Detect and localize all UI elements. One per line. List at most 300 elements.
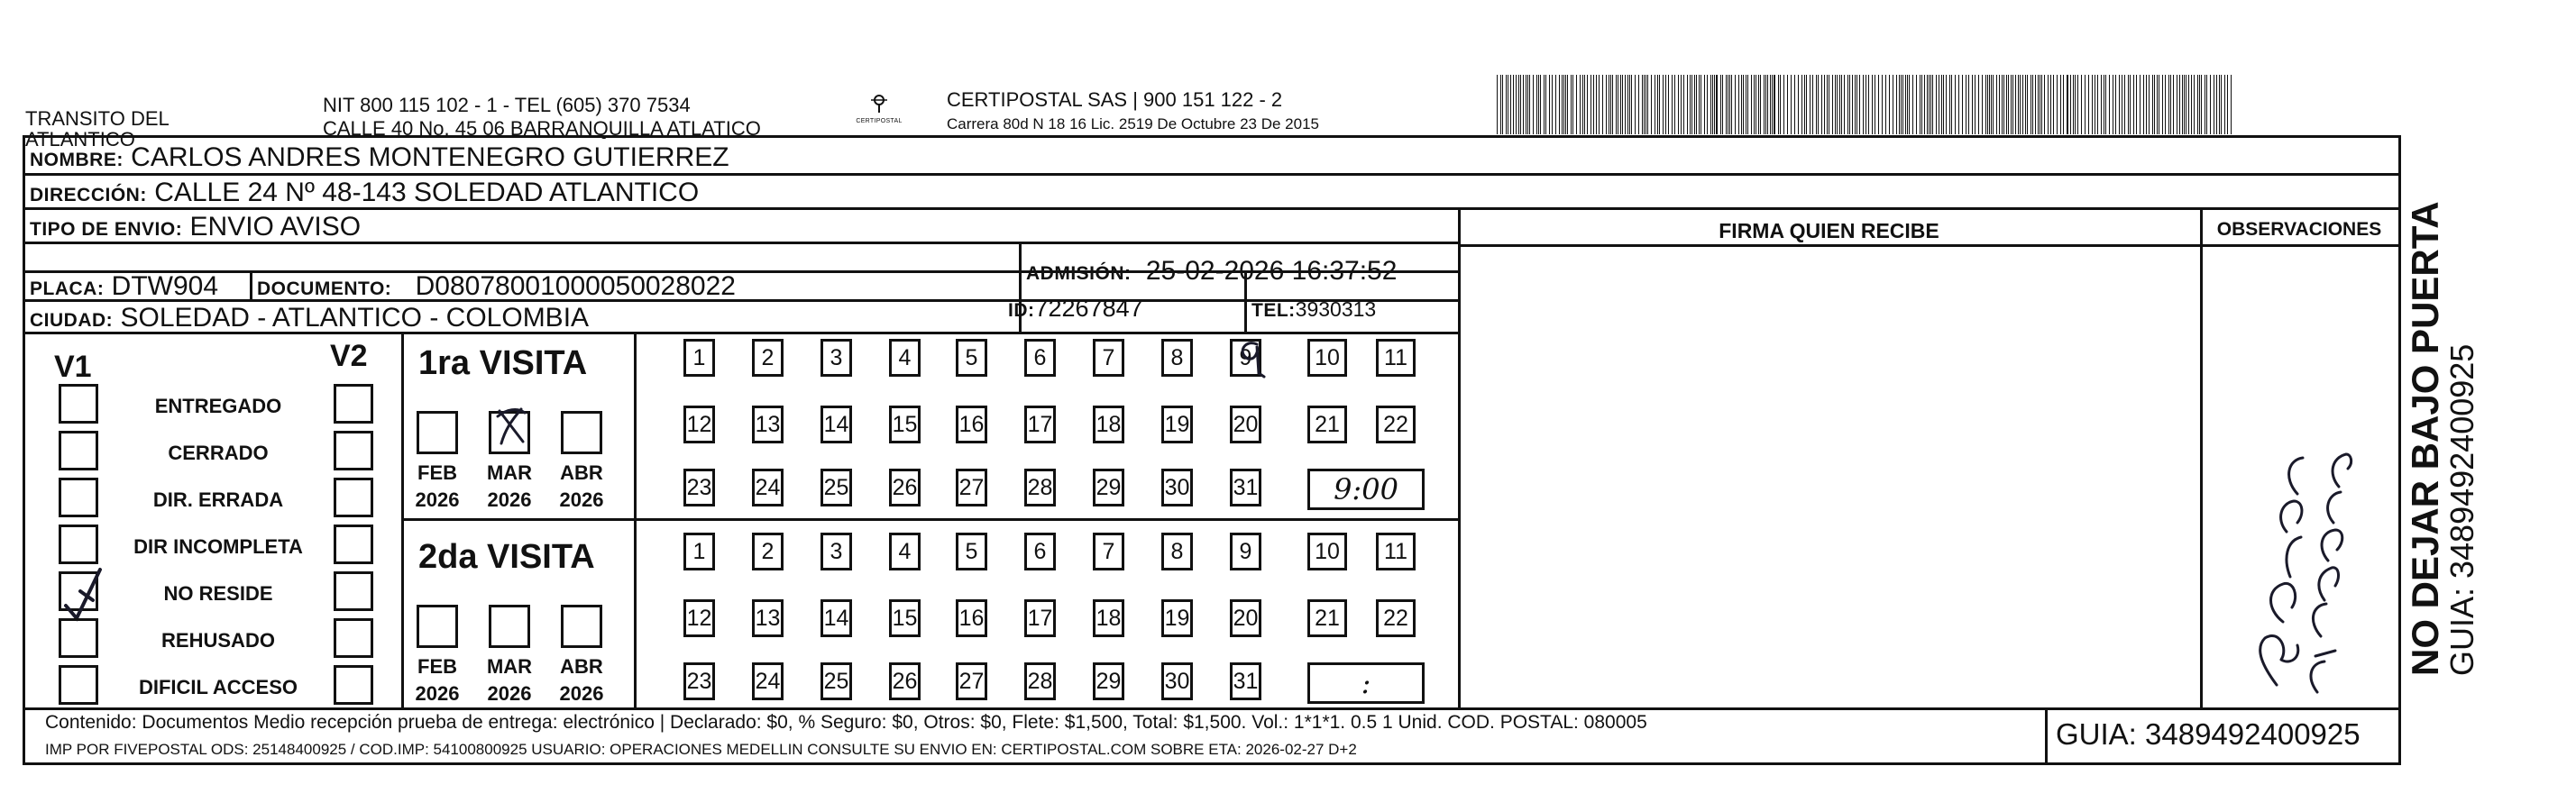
- v2-checkbox[interactable]: [334, 431, 373, 470]
- visit1-month-name: ABR: [560, 461, 603, 484]
- firma-label: FIRMA QUIEN RECIBE: [1719, 219, 1939, 242]
- id-label: ID:: [1008, 300, 1035, 321]
- org-nit: NIT 800 115 102 - 1 - TEL (605) 370 7534: [323, 94, 691, 116]
- barcode-bar: [2221, 75, 2222, 134]
- v2-checkbox[interactable]: [334, 665, 373, 705]
- frame-top: [23, 135, 2401, 138]
- visit2-day-box[interactable]: 20: [1230, 599, 1261, 637]
- barcode-bar: [1760, 75, 1761, 134]
- ciudad-label: CIUDAD:: [30, 310, 114, 331]
- barcode-bar: [1559, 75, 1560, 134]
- barcode-bar: [1635, 75, 1636, 134]
- barcode-bar: [2081, 75, 2082, 134]
- barcode-bar: [2035, 75, 2036, 134]
- barcode-bar: [2006, 75, 2007, 134]
- tipo-envio-label: TIPO DE ENVIO:: [30, 219, 183, 240]
- barcode-bar: [1772, 75, 1773, 134]
- barcode-bar: [2073, 75, 2074, 134]
- status-reason-label: DIR. ERRADA: [152, 488, 284, 511]
- visit1-month-year: 2026: [487, 488, 532, 511]
- visit2-month-box[interactable]: [561, 605, 602, 648]
- barcode-bar: [1798, 75, 1799, 134]
- barcode-bar: [1513, 75, 1514, 134]
- barcode-bar: [1659, 75, 1660, 134]
- col-line: [401, 332, 404, 709]
- visit2-day-box[interactable]: 26: [889, 662, 921, 700]
- barcode-bar: [2070, 75, 2071, 134]
- col-line: [250, 270, 252, 301]
- admision-label: ADMISIÓN:: [1026, 263, 1132, 284]
- barcode-bar: [1712, 75, 1713, 134]
- no-dejar-bajo-puerta: NO DEJAR BAJO PUERTA: [2404, 201, 2446, 676]
- barcode-bar: [2182, 75, 2183, 134]
- barcode-bar: [2115, 75, 2116, 134]
- barcode-bar: [1765, 75, 1766, 134]
- barcode-bar: [1587, 75, 1588, 134]
- barcode-bar: [1852, 75, 1853, 134]
- barcode-bar: [1787, 75, 1788, 134]
- barcode-bar: [2152, 75, 2153, 134]
- barcode-bar: [2165, 75, 2166, 134]
- visit2-day-box[interactable]: 24: [752, 662, 784, 700]
- barcode-bar: [1901, 75, 1902, 134]
- barcode-bar: [1726, 75, 1727, 134]
- barcode-bar: [2018, 75, 2019, 134]
- barcode-bar: [1681, 75, 1682, 134]
- barcode-bar: [1791, 75, 1792, 134]
- visit2-day-box[interactable]: 11: [1376, 533, 1416, 570]
- visit1-day-box[interactable]: 21: [1307, 406, 1347, 443]
- visit1-day-box[interactable]: 23: [683, 469, 715, 506]
- barcode-bar: [1506, 75, 1507, 134]
- v1-checkbox[interactable]: [59, 384, 98, 424]
- barcode-bar: [1835, 75, 1836, 134]
- barcode-bar: [2012, 75, 2013, 134]
- visit2-month-box[interactable]: [489, 605, 530, 648]
- visit2-day-box[interactable]: 31: [1230, 662, 1261, 700]
- visit2-day-box[interactable]: 8: [1161, 533, 1193, 570]
- visit1-day-box[interactable]: 7: [1093, 339, 1124, 377]
- visit1-day-box[interactable]: 1: [683, 339, 715, 377]
- barcode-bar: [1821, 75, 1822, 134]
- barcode-bar: [1754, 75, 1755, 134]
- barcode-bar: [1544, 75, 1545, 134]
- documento-label: DOCUMENTO:: [257, 278, 392, 299]
- barcode-bar: [1668, 75, 1669, 134]
- barcode-bar: [2168, 75, 2169, 134]
- barcode-bar: [1678, 75, 1679, 134]
- barcode-bar: [2057, 75, 2058, 134]
- visit1-day-box[interactable]: 8: [1161, 339, 1193, 377]
- visit2-day-box[interactable]: 13: [752, 599, 784, 637]
- barcode-bar: [1929, 75, 1930, 134]
- barcode-bar: [1764, 75, 1765, 134]
- visit2-time-box[interactable]: :: [1307, 662, 1425, 704]
- barcode-bar: [1593, 75, 1594, 134]
- visit1-month-box[interactable]: [417, 411, 458, 454]
- barcode-bar: [1899, 75, 1900, 134]
- barcode-bar: [1576, 75, 1577, 134]
- barcode-bar: [1735, 75, 1736, 134]
- visit1-day-box[interactable]: 25: [820, 469, 852, 506]
- barcode-bar: [1647, 75, 1648, 134]
- barcode-bar: [1832, 75, 1833, 134]
- visit1-day-box[interactable]: 26: [889, 469, 921, 506]
- barcode-bar: [1872, 75, 1873, 134]
- barcode-bar: [2179, 75, 2180, 134]
- visit1-day-box[interactable]: 3: [820, 339, 852, 377]
- visit2-day-box[interactable]: 4: [889, 533, 921, 570]
- barcode-bar: [1538, 75, 1539, 134]
- handwritten-observation: [2200, 397, 2398, 703]
- barcode-bar: [1912, 75, 1913, 134]
- direccion-value: CALLE 24 Nº 48-143 SOLEDAD ATLANTICO: [154, 178, 700, 207]
- visit2-day-box[interactable]: 22: [1376, 599, 1416, 637]
- v2-checkbox[interactable]: [334, 618, 373, 658]
- guia-footer: GUIA: 3489492400925: [2056, 717, 2361, 751]
- barcode-bar: [2124, 75, 2125, 134]
- barcode-bar: [2008, 75, 2009, 134]
- barcode-bar: [1500, 75, 1501, 134]
- barcode-bar: [1902, 75, 1903, 134]
- visit1-title: 1ra VISITA: [418, 344, 588, 382]
- barcode-bar: [1674, 75, 1675, 134]
- company-address: Carrera 80d N 18 16 Lic. 2519 De Octubre 23 De 2015: [947, 115, 1319, 132]
- barcode-bar: [2011, 75, 2012, 134]
- barcode-bar: [1996, 75, 1997, 134]
- row-line: [1458, 244, 2398, 247]
- barcode-bar: [1801, 75, 1802, 134]
- barcode-bar: [1936, 75, 1937, 134]
- row-line: [23, 207, 2401, 210]
- visit2-month-label: [550, 653, 613, 707]
- barcode-bar: [2188, 75, 2189, 134]
- barcode-bar: [1562, 75, 1563, 134]
- barcode-bar: [1602, 75, 1603, 134]
- visit1-day-box[interactable]: 31: [1230, 469, 1261, 506]
- barcode-bar: [1827, 75, 1828, 134]
- visit1-month-name: FEB: [417, 461, 457, 484]
- visit1-month-year: 2026: [559, 488, 604, 511]
- barcode-bar: [2210, 75, 2211, 134]
- barcode-bar: [1758, 75, 1759, 134]
- barcode-bar: [2027, 75, 2028, 134]
- visit1-day-box[interactable]: 16: [956, 406, 987, 443]
- barcode-bar: [1642, 75, 1643, 134]
- visit1-day-box[interactable]: 29: [1093, 469, 1124, 506]
- barcode-bar: [1999, 75, 2000, 134]
- barcode-bar: [1571, 75, 1572, 134]
- barcode-bar: [2206, 75, 2207, 134]
- barcode-bar: [1972, 75, 1973, 134]
- visit1-day-box[interactable]: 15: [889, 406, 921, 443]
- barcode-bar: [1993, 75, 1994, 134]
- company-name: CERTIPOSTAL SAS | 900 151 122 - 2: [947, 88, 1283, 111]
- visit2-day-box[interactable]: 29: [1093, 662, 1124, 700]
- visit1-day-box[interactable]: 30: [1161, 469, 1193, 506]
- side-notice: [2406, 201, 2480, 676]
- barcode-bar: [2025, 75, 2026, 134]
- barcode-bar: [1729, 75, 1730, 134]
- barcode-bar: [2088, 75, 2089, 134]
- barcode-bar: [2101, 75, 2102, 134]
- barcode-bar: [1516, 75, 1517, 134]
- visit2-month-name: FEB: [417, 655, 457, 678]
- barcode-bar: [1533, 75, 1534, 134]
- barcode-bar: [1741, 75, 1742, 134]
- visit1-month-name: MAR: [486, 461, 533, 484]
- frame-left: [23, 135, 25, 763]
- barcode-bar: [2075, 75, 2076, 134]
- documento-value: D08078001000050028022: [415, 271, 736, 301]
- barcode-bar: [1620, 75, 1621, 134]
- barcode-bar: [2162, 75, 2163, 134]
- visit2-day-box[interactable]: 3: [820, 533, 852, 570]
- status-reason-label: ENTREGADO: [154, 395, 282, 417]
- barcode-bar: [1720, 75, 1721, 134]
- barcode-bar: [2015, 75, 2016, 134]
- barcode-bar: [1584, 75, 1585, 134]
- frame-right: [2398, 135, 2401, 763]
- barcode-bar: [1714, 75, 1715, 134]
- visit1-day-box[interactable]: 13: [752, 406, 784, 443]
- barcode-bar: [2002, 75, 2003, 134]
- barcode-bar: [2197, 75, 2198, 134]
- barcode-bar: [1552, 75, 1553, 134]
- visit2-day-box[interactable]: 21: [1307, 599, 1347, 637]
- v2-checkbox[interactable]: [334, 525, 373, 564]
- barcode-bar: [1751, 75, 1752, 134]
- barcode-bar: [2067, 75, 2068, 134]
- barcode-bar: [1909, 75, 1910, 134]
- visit2-day-box[interactable]: 1: [683, 533, 715, 570]
- nombre-field: [30, 144, 729, 171]
- barcode-bar: [2154, 75, 2155, 134]
- visit2-day-box[interactable]: 16: [956, 599, 987, 637]
- row-line: [23, 242, 1458, 244]
- visit2-month-label: [478, 653, 541, 707]
- status-reason-label: DIR INCOMPLETA: [133, 535, 303, 558]
- barcode-bar: [2003, 75, 2004, 134]
- status-reason-label: REHUSADO: [161, 629, 275, 652]
- barcode-bar: [1804, 75, 1805, 134]
- barcode-bar: [1920, 75, 1921, 134]
- visit2-day-box[interactable]: 14: [820, 599, 852, 637]
- barcode-bar: [1962, 75, 1963, 134]
- visit2-day-box[interactable]: 18: [1093, 599, 1124, 637]
- visit1-day-box[interactable]: 11: [1376, 339, 1416, 377]
- barcode-bar: [1527, 75, 1528, 134]
- barcode-bar: [2063, 75, 2064, 134]
- id-value: 72267847: [1034, 295, 1143, 322]
- visit1-day-box[interactable]: 12: [683, 406, 715, 443]
- visit1-time-box[interactable]: 9:00: [1307, 469, 1425, 510]
- barcode-bar: [2194, 75, 2195, 134]
- barcode-bar: [1536, 75, 1537, 134]
- barcode-bar: [1896, 75, 1897, 134]
- visit2-day-box[interactable]: 23: [683, 662, 715, 700]
- visit1-day-box[interactable]: 19: [1161, 406, 1193, 443]
- barcode-bar: [2140, 75, 2141, 134]
- visit2-day-box[interactable]: 19: [1161, 599, 1193, 637]
- visit1-month-year: 2026: [415, 488, 460, 511]
- barcode-bar: [2032, 75, 2033, 134]
- visit2-month-name: ABR: [560, 655, 603, 678]
- visit1-month-label: [550, 460, 613, 513]
- org-name-line2: ATLANTICO: [25, 128, 135, 151]
- barcode-bar: [1580, 75, 1581, 134]
- barcode-bar: [1943, 75, 1944, 134]
- visit1-day-box[interactable]: 2: [752, 339, 784, 377]
- visit1-day-box[interactable]: 6: [1024, 339, 1056, 377]
- col-line: [1458, 207, 1461, 709]
- visit1-day-box[interactable]: 17: [1024, 406, 1056, 443]
- barcode-bar: [1622, 75, 1623, 134]
- barcode-bar: [1824, 75, 1825, 134]
- barcode-bar: [1855, 75, 1856, 134]
- v1-checkbox[interactable]: [59, 618, 98, 658]
- barcode-bar: [1921, 75, 1922, 134]
- visit1-day-box[interactable]: 22: [1376, 406, 1416, 443]
- barcode-bar: [1696, 75, 1697, 134]
- v2-checkbox[interactable]: [334, 571, 373, 611]
- barcode-bar: [1927, 75, 1928, 134]
- visit1-month-box[interactable]: [561, 411, 602, 454]
- visit2-day-box[interactable]: 15: [889, 599, 921, 637]
- v1-checkbox[interactable]: [59, 525, 98, 564]
- visit1-day-box[interactable]: 14: [820, 406, 852, 443]
- barcode-bar: [1844, 75, 1845, 134]
- barcode-bar: [2224, 75, 2225, 134]
- barcode-bar: [1946, 75, 1947, 134]
- visit2-day-box[interactable]: 9: [1230, 533, 1261, 570]
- handwritten-mark-icon: [490, 404, 532, 453]
- visit1-day-box[interactable]: 10: [1307, 339, 1347, 377]
- visit2-month-label: [406, 653, 469, 707]
- tel-value: 3930313: [1295, 297, 1377, 321]
- barcode-bar: [2022, 75, 2023, 134]
- barcode-bar: [1982, 75, 1983, 134]
- barcode-bar: [1955, 75, 1956, 134]
- v2-checkbox[interactable]: [334, 384, 373, 424]
- barcode-bar: [1651, 75, 1652, 134]
- barcode-bar: [2038, 75, 2039, 134]
- visit1-day-box[interactable]: 5: [956, 339, 987, 377]
- barcode-bar: [1699, 75, 1700, 134]
- barcode-bar: [2020, 75, 2021, 134]
- barcode-bar: [1863, 75, 1864, 134]
- barcode-bar: [1878, 75, 1879, 134]
- barcode-bar: [1770, 75, 1771, 134]
- barcode-bar: [1710, 75, 1711, 134]
- v2-checkbox[interactable]: [334, 478, 373, 517]
- visit1-day-box[interactable]: 24: [752, 469, 784, 506]
- barcode-bar: [1497, 75, 1498, 134]
- barcode-bar: [2191, 75, 2192, 134]
- barcode-bar: [1672, 75, 1673, 134]
- barcode-bar: [1563, 75, 1564, 134]
- v1-checkbox[interactable]: [59, 478, 98, 517]
- visit1-day-box[interactable]: 18: [1093, 406, 1124, 443]
- visit2-day-box[interactable]: 10: [1307, 533, 1347, 570]
- visit2-month-year: 2026: [487, 681, 532, 705]
- visit1-day-box[interactable]: 28: [1024, 469, 1056, 506]
- certipostal-logo: [853, 94, 905, 124]
- id-field: [1008, 297, 1143, 321]
- visit1-day-box[interactable]: 27: [956, 469, 987, 506]
- visit1-day-box[interactable]: 9: [1230, 339, 1261, 377]
- org-address: CALLE 40 No. 45 06 BARRANQUILLA ATLATICO: [323, 117, 761, 140]
- visit2-day-box[interactable]: 7: [1093, 533, 1124, 570]
- barcode-bar: [2216, 75, 2217, 134]
- tipo-envio-field: [30, 214, 361, 241]
- barcode-bar: [1707, 75, 1708, 134]
- visit2-month-box[interactable]: [417, 605, 458, 648]
- barcode-bar: [1885, 75, 1886, 134]
- logo-text: CERTIPOSTAL: [856, 118, 903, 124]
- barcode-bar: [2170, 75, 2171, 134]
- tel-field: [1251, 299, 1376, 320]
- v1-label: V1: [54, 350, 92, 384]
- visit2-day-box[interactable]: 17: [1024, 599, 1056, 637]
- col-line: [634, 332, 637, 709]
- visit2-day-box[interactable]: 30: [1161, 662, 1193, 700]
- barcode-bar: [1510, 75, 1511, 134]
- visit1-day-box[interactable]: 20: [1230, 406, 1261, 443]
- barcode-bar: [1958, 75, 1959, 134]
- v1-checkbox[interactable]: [59, 431, 98, 470]
- visit2-day-box[interactable]: 6: [1024, 533, 1056, 570]
- barcode-bar: [1704, 75, 1705, 134]
- visit2-day-box[interactable]: 2: [752, 533, 784, 570]
- visit2-month-year: 2026: [415, 681, 460, 705]
- barcode-bar: [2092, 75, 2093, 134]
- barcode-bar: [1627, 75, 1628, 134]
- visit2-day-box[interactable]: 27: [956, 662, 987, 700]
- barcode-bar: [2130, 75, 2131, 134]
- visit1-day-box[interactable]: 4: [889, 339, 921, 377]
- visit2-day-box[interactable]: 12: [683, 599, 715, 637]
- barcode-bar: [1941, 75, 1942, 134]
- barcode-bar: [1916, 75, 1917, 134]
- barcode-bar: [2133, 75, 2134, 134]
- barcode-bar: [1644, 75, 1645, 134]
- visit2-month-year: 2026: [559, 681, 604, 705]
- barcode-bar: [2219, 75, 2220, 134]
- v1-checkbox[interactable]: [59, 665, 98, 705]
- barcode-bar: [1612, 75, 1613, 134]
- barcode-bar: [2157, 75, 2158, 134]
- barcode-bar: [1572, 75, 1573, 134]
- direccion-label: DIRECCIÓN:: [30, 185, 147, 205]
- barcode-bar: [1529, 75, 1530, 134]
- barcode-bar: [1738, 75, 1739, 134]
- barcode-bar: [1683, 75, 1684, 134]
- nombre-label: NOMBRE:: [30, 150, 124, 170]
- barcode-bar: [2109, 75, 2110, 134]
- barcode-bar: [1783, 75, 1784, 134]
- barcode-bar: [2143, 75, 2144, 134]
- placa-value: DTW904: [111, 271, 219, 301]
- barcode-bar: [1596, 75, 1597, 134]
- barcode-bar: [1968, 75, 1969, 134]
- visit2-day-box[interactable]: 5: [956, 533, 987, 570]
- visit2-day-box[interactable]: 25: [820, 662, 852, 700]
- barcode-bar: [1565, 75, 1566, 134]
- status-reason-label: DIFICIL ACCESO: [138, 676, 298, 698]
- visit2-day-box[interactable]: 28: [1024, 662, 1056, 700]
- barcode-bar: [2048, 75, 2049, 134]
